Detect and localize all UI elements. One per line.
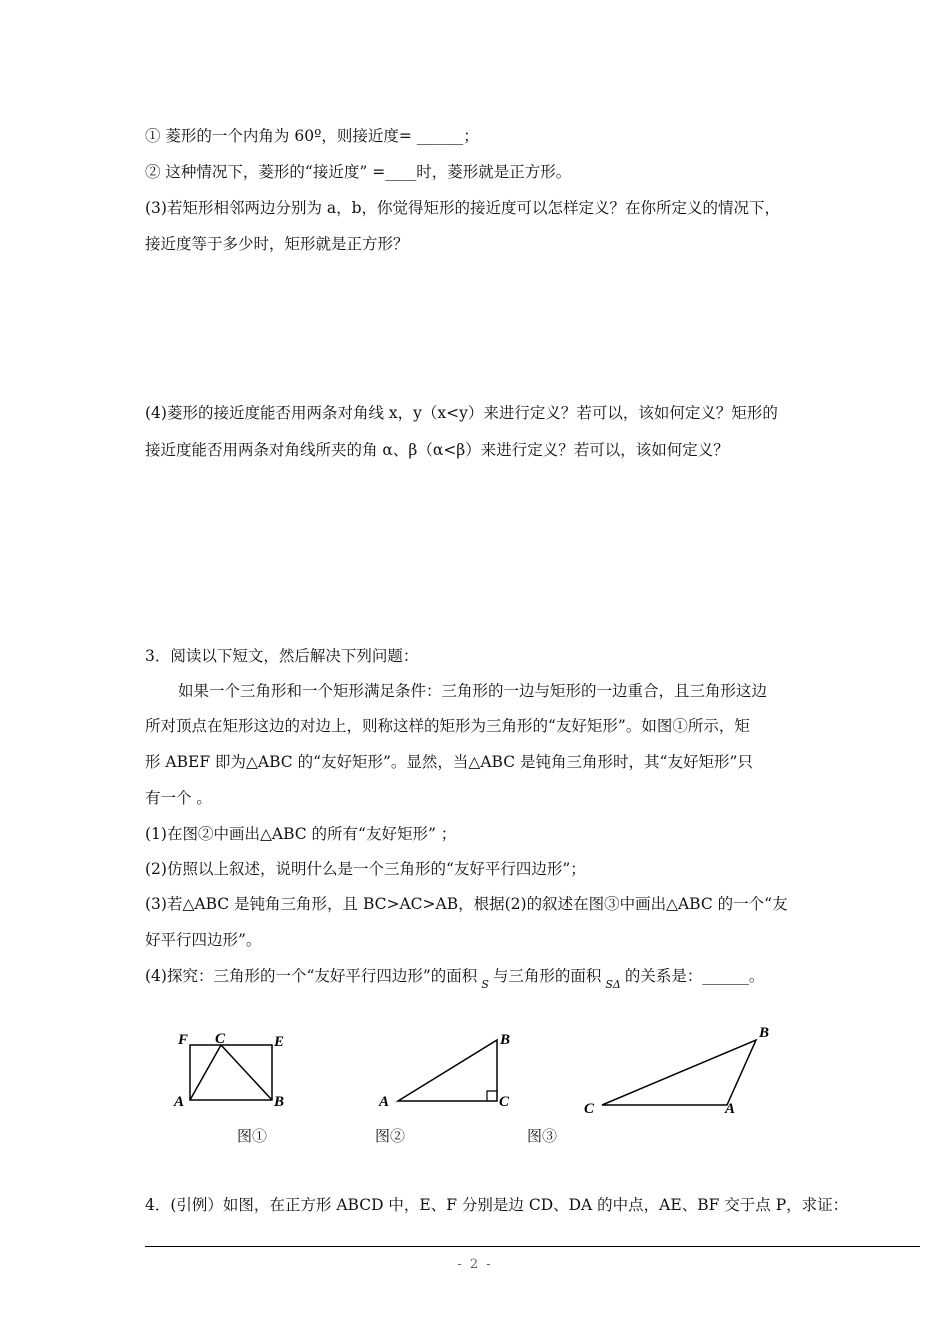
label-b: B bbox=[759, 1025, 770, 1041]
sub-question-1: ① 菱形的一个内角为 60º，则接近度= ______； bbox=[145, 127, 479, 145]
rectangle-abef bbox=[190, 1045, 272, 1100]
question-4-line-1: (4)菱形的接近度能否用两条对角线 x，y（x<y）来进行定义？若可以，该如何定义？矩形的 bbox=[145, 404, 778, 422]
label-c: C bbox=[215, 1031, 226, 1047]
label-a: A bbox=[174, 1094, 185, 1110]
problem-4: 4．(引例）如图，在正方形 ABCD 中，E、F 分别是边 CD、DA 的中点，AE、BF 交于点 P，求证： bbox=[145, 1196, 849, 1214]
label-c: C bbox=[499, 1094, 510, 1110]
question-3-line-1: (3)若矩形相邻两边分别为 a，b，你觉得矩形的接近度可以怎样定义？在你所定义的情况下， bbox=[145, 199, 781, 217]
question-4-line-2: 接近度能否用两条对角线所夹的角 α、β（α<β）来进行定义？若可以，该如何定义？ bbox=[145, 441, 729, 459]
figure-3-obtuse-triangle bbox=[580, 1020, 780, 1120]
label-b: B bbox=[274, 1094, 285, 1110]
paragraph-line-4: 有一个 。 bbox=[145, 789, 212, 807]
task-1: (1)在图②中画出△ABC 的所有“友好矩形” ； bbox=[145, 825, 457, 843]
triangle-abc bbox=[398, 1040, 497, 1101]
paragraph-line-2: 所对顶点在矩形这边的对边上，则称这样的矩形为三角形的“友好矩形”。如图①所示，矩 bbox=[145, 717, 750, 735]
paragraph-line-1: 如果一个三角形和一个矩形满足条件：三角形的一边与矩形的一边重合，且三角形这边 bbox=[178, 682, 768, 700]
label-e: E bbox=[274, 1034, 285, 1050]
triangle-abc bbox=[602, 1040, 756, 1105]
paragraph-line-3: 形 ABEF 即为△ABC 的“友好矩形”。显然，当△ABC 是钝角三角形时，其“友好矩形”只 bbox=[145, 753, 753, 771]
question-3-line-2: 接近度等于多少时，矩形就是正方形？ bbox=[145, 235, 409, 253]
task-3-line-1: (3)若△ABC 是钝角三角形，且 BC>AC>AB，根据(2)的叙述在图③中画出△ABC 的一个“友 bbox=[145, 895, 788, 913]
task-4-text-c: 的关系是：______。 bbox=[624, 967, 765, 985]
area-s-symbol: S bbox=[481, 978, 489, 991]
area-triangle-symbol: SΔ bbox=[605, 978, 621, 991]
label-b: B bbox=[500, 1032, 511, 1048]
figure-3-caption: 图③ bbox=[527, 1127, 558, 1145]
label-a: A bbox=[725, 1101, 736, 1117]
footer-divider bbox=[145, 1246, 920, 1247]
label-c: C bbox=[584, 1101, 595, 1117]
task-2: (2)仿照以上叙述，说明什么是一个三角形的“友好平行四边形”； bbox=[145, 860, 586, 878]
task-4-text-b: 与三角形的面积 bbox=[492, 967, 602, 985]
figure-1-caption: 图① bbox=[237, 1127, 268, 1145]
figure-1-rectangle bbox=[170, 1025, 295, 1120]
triangle-abc bbox=[190, 1045, 272, 1100]
page-number: - 2 - bbox=[457, 1257, 493, 1272]
figure-2-right-triangle bbox=[370, 1025, 525, 1120]
task-4-text-a: (4)探究：三角形的一个“友好平行四边形”的面积 bbox=[145, 967, 478, 985]
label-f: F bbox=[178, 1032, 189, 1048]
label-a: A bbox=[379, 1094, 390, 1110]
task-3-line-2: 好平行四边形”。 bbox=[145, 931, 262, 949]
figure-2-caption: 图② bbox=[375, 1127, 406, 1145]
right-angle-mark bbox=[487, 1091, 497, 1101]
sub-question-2: ② 这种情况下，菱形的“接近度” =____时，菱形就是正方形。 bbox=[145, 163, 572, 181]
task-4 bbox=[145, 966, 765, 991]
problem-3-header: 3．阅读以下短文，然后解决下列问题： bbox=[145, 647, 419, 665]
